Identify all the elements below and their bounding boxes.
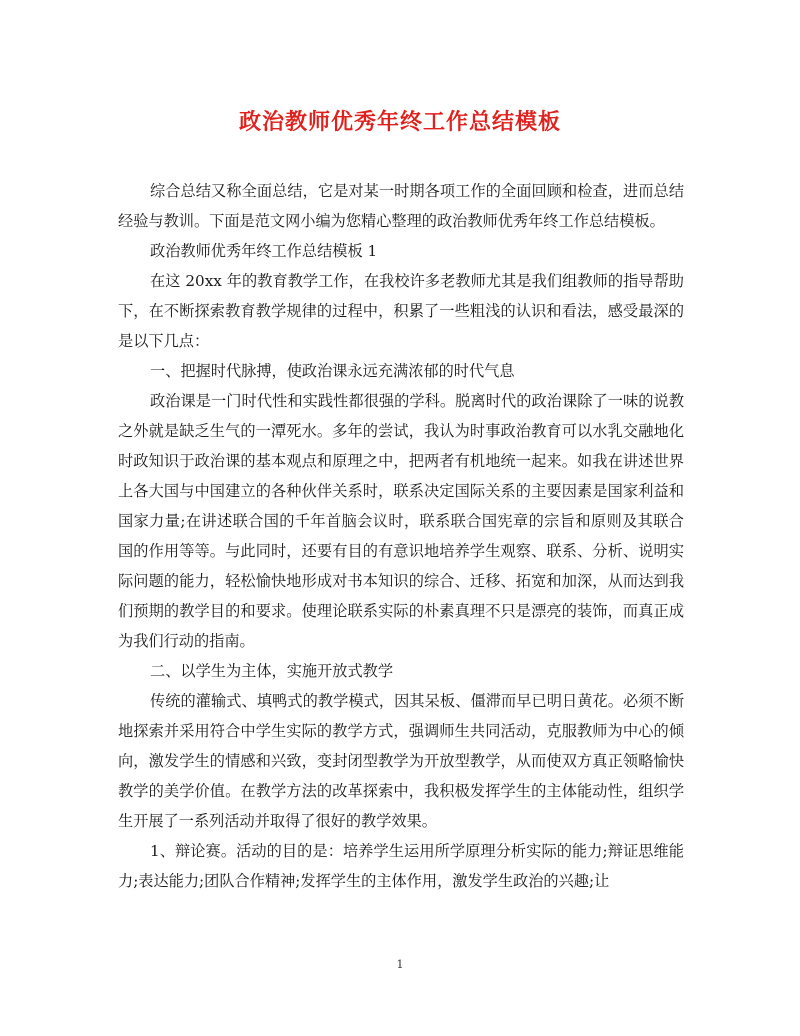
body-paragraph: 传统的灌输式、填鸭式的教学模式，因其呆板、僵滞而早已明日黄花。必须不断地探索并采用符合中学生实际的教学方式，强调师生共同活动，克服教师为中心的倾向，激发学生的情感和兴致，变封闭型教学为开放型教学，从而使双方真正领略愉快教学的美学价值。在教学方法的改革探索中，我积极发挥学生的主体能动性，组织学生开展了一系列活动并取得了很好的教学效果。	[118, 692, 684, 830]
body-paragraph: 政治课是一门时代性和实践性都很强的学科。脱离时代的政治课除了一味的说教之外就是缺乏生气的一潭死水。多年的尝试，我认为时事政治教育可以水乳交融地化时政知识于政治课的基本观点和原理之中，把两者有机地统一起来。如我在讲述世界上各大国与中国建立的各种伙伴关系时，联系决定国际关系的主要因素是国家利益和国家力量;在讲述联合国的千年首脑会议时，联系联合国宪章的宗旨和原则及其联合国的作用等等。与此同时，还要有目的有意识地培养学生观察、联系、分析、说明实际问题的能力，轻松愉快地形成对书本知识的综合、迁移、拓宽和加深，从而达到我们预期的教学目的和要求。使理论联系实际的朴素真理不只是漂亮的装饰，而真正成为我们行动的指南。	[118, 392, 684, 650]
page-number: 1	[396, 958, 404, 971]
section-heading-1: 一、把握时代脉搏，使政治课永远充满浓郁的时代气息	[150, 362, 515, 380]
section-heading-template-1: 政治教师优秀年终工作总结模板 1	[150, 242, 378, 260]
intro-paragraph: 综合总结又称全面总结，它是对某一时期各项工作的全面回顾和检查，进而总结经验与教训。下面是范文网小编为您精心整理的政治教师优秀年终工作总结模板。	[118, 182, 684, 230]
page-title: 政治教师优秀年终工作总结模板	[238, 109, 561, 135]
body-paragraph: 1、辩论赛。活动的目的是：培养学生运用所学原理分析实际的能力;辩证思维能力;表达能力;团队合作精神;发挥学生的主体作用，激发学生政治的兴趣;让	[118, 842, 684, 890]
body-paragraph: 在这 20xx 年的教育教学工作，在我校许多老教师尤其是我们组教师的指导帮助下，在不断探索教育教学规律的过程中，积累了一些粗浅的认识和看法，感受最深的是以下几点：	[118, 272, 684, 350]
document-body	[118, 176, 684, 896]
section-heading-2: 二、以学生为主体，实施开放式教学	[150, 662, 393, 680]
